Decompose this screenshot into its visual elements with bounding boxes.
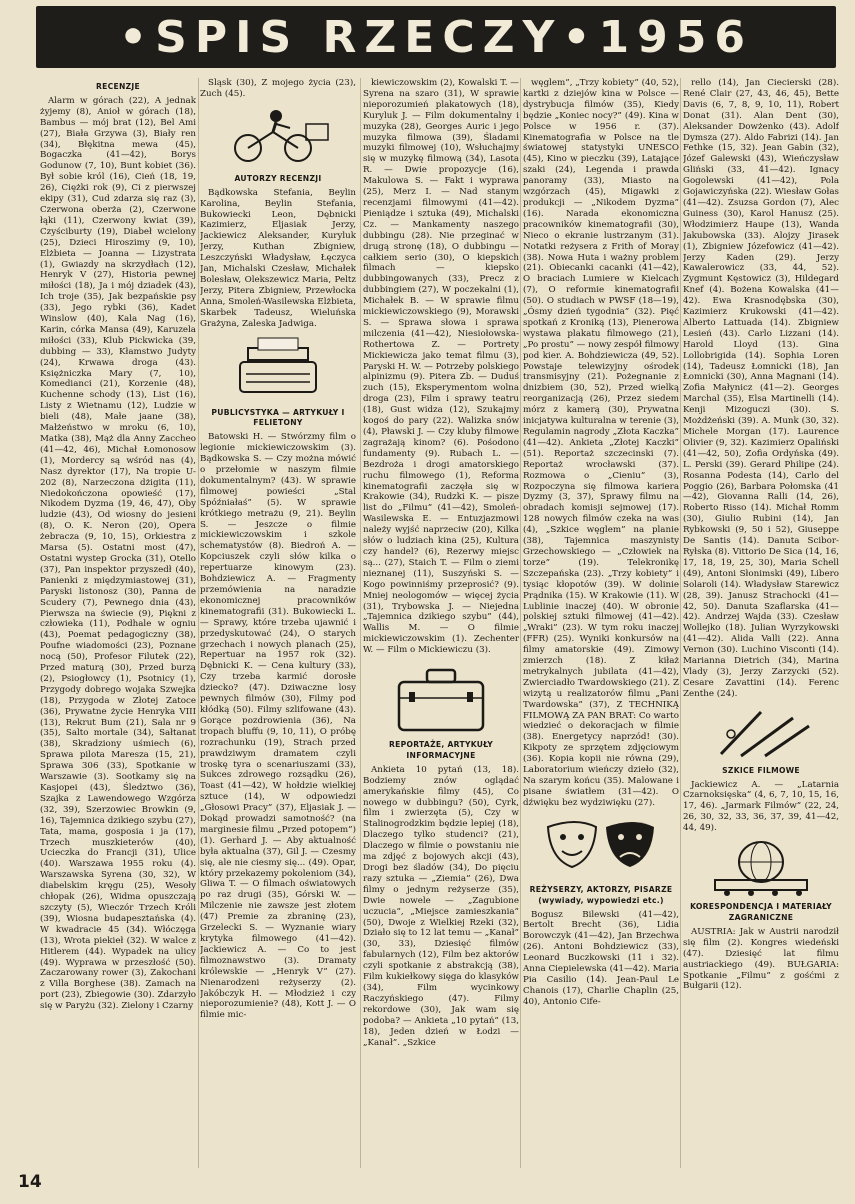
section-heading-rezyserzy: REŻYSERZY, AKTORZY, PISARZE (wywiady, wypowiedzi etc.) [529,884,673,905]
page-number: 14 [18,1172,42,1192]
reviews-list: Alarm w górach (22), A jednak żyjemy (8), Anioł w górach (18), Bambus — mój brat (12), Bel Ami (27), Biała Grzywa (3), Biały ren (34), Błękitna mewa (45), Bogaczka (41—42), Borys Godunow (7, 10), Bunt kobiet (36). Był sobie król (16), Cień (18, 19, 26), Ciężki rok (9), Ci z pierwszej ekipy (31), Cud zdarza się raz (3), Czerwona oberża (2), Czerwone łąki (11), Czerwony kwiat (39), Czyściburty (19), Diabeł wcielony (25), Dzieci Hiroszimy (9, 10), Elżbieta — Joanna — Lizystrata (1), Gwiazdy na skrzydłach (12), Henryk V (27), Historia pewnej miłości (18), Ja i mój dziadek (43), Ich troje (35), Jak bezpańskie psy (33), Jego rybki (36), Kadet Winslow (40), Kala Nag (16), Karin, córka Mansa (49), Karuzela miłości (33), Klub Pickwicka (39, dubbing — 33), Kłamstwo Judyty (24), Krwawa droga (43). Księżniczka Mary (7, 10), Komedianci (21), Korzenie (48), Kuchenne schody (13), List (16), Listy z Wietnamu (12), Ludzie w bieli (48), Małe jaane (38), Małżeństwo w mroku (6, 10), Matka (38), Mąż dla Anny Zaccheo (41—42, 46), Michał Łomonosow (1), Mordercy są wśród nas (4), Nasz dyrektor (17), Na tropie U-202 (8), Narzeczona dżigita (11), Niedokończona opowieść (17), Nikodem Dyzma (19, 46, 47), Oby ludzie (43), Od wiosny do jesieni (8), O. K. Neron (20), Opera żebracza (9, 10, 15), Orkiestra z Marsa (5). Ostatni most (47), Ostatni wystep Grocka (31), Otello (37), Pan inspektor przyszedł (40), Panienki z międzymiastowej (31), Paryski listonosz (30), Panna de Scudery (7), Pewnego dnia (43), Pierwsza na świecie (9), Piękni z człowieka (11), Podhale w ogniu (43), Poemat pedagogiczny (38), Poufne wiadomości (23), Poznane nocą (50), Profesor Filutek (22), Przed maturą (30), Przed burzą (2), Psiogłowcy (1), Psotnicy (1), Przygody dobrego wojaka Szwejka (18), Przygoda w Złotej Zatoce (36), Prywatne życie Henryka VIII (13), Rekrut Bum (21), Sala nr 9 (35), Salto mortale (34), Sałtanat (38), Skradziony uśmiech (6), Sprawa pilota Maresza (15, 21), Sprawa 306 (33), Spotkanie w Warszawie (3). Sootkamy się na Kasjopei (43), Śledztwo (36), Szajka z Lawendowego Wzgórza (32, 39), Szerzowiec Browkin (9, 16), Tajemnica dzikiego szybu (27), Tata, mama, gosposia i ja (17), Trzech muszkieterów (40), Ucieczka do Francji (31), Ulice (40). Warszawa 1955 roku (4). Warszawska Syrena (30, 32), W diabelskim kręgu (25), Wesoły chłopak (26), Widma opuszczają szczyty (5), Wieczór Trzech Króli (39), Wiosna budapesztańska (4). W kwadracie 45 (34). Włóczęga (13), Wrota piekieł (32). W walce z Hitlerem (44). Wypadek na ulicy (49). Wyprawa w przeszłość (50). Zaczarowany rower (3), Zakochani z Villa Borghese (38). Zamach na port (23), Zbiegowie (30). Zdarzyło się w Paryżu (32). Zielony i Czarny [40,95,196,1012]
people-list-continued: rello (14), Jan Ciecierski (28). René Clair (27, 43, 46, 45), Bette Davis (6, 7, 8, 9, 10, 11), Robert Donat (31). Alan Dent (30), Aleksander Dowżenko (43). Adolf Dymsza (27). Aldo Fabrizi (14). Jan Fethke (15, 32). Jean Gabin (32), Józef Galewski (43), Wieńczysław Gliński (33, 41—42). Ignacy Gogolewski (41—42), Pola Gojawiczyńska (22). Wiesław Gołas (41—42). Zsuzsa Gordon (7), Alec Guiness (30), Karol Hanusz (25). Włodzimierz Haupe (13), Wanda Jakubowska (33). Alojzy Jirasek (1), Zbigniew Józefowicz (41—42). Jerzy Kaden (29). Jerzy Kawalerowicz (33, 44, 52). Zygmunt Kęstowicz (3), Hildegard Knef (4). Bożena Kowalska (41—42). Ewa Krasnodębska (30), Kazimierz Krukowski (41—42). Alberto Lattuada (14). Zbigniew Lesień (43). Carlo Lizzani (14). Harold Lloyd (13). Gina Lollobrigida (14). Sophia Loren (14), Tadeusz Łomnicki (18), Jan Łomnicki (30), Anna Magnani (14). Zofia Małynicz (41—2). Georges Marchal (35), Elsa Martinelli (14). Kenji Mizoguczi (30). S. Możdżeński (39). A. Munk (30, 32). Michele Morgan (17). Laurence Olivier (9, 32). Kazimierz Opaliński (41—42, 50), Zofia Ordyńska (49). L. Perski (39). Gerard Philipe (24). Rosanna Podesta (14), Carlo del Poggio (26), Barbara Połomska (41—42), Giovanna Ralli (14, 26), Roberto Risso (14). Michał Romm (30), Giulio Rubini (14), Jan Rybkowski (9, 50 i 52), Giuseppe De Santis (14). Danuta Scibor-Ryłska (8). Vittorio De Sica (14, 16, 17, 18, 19, 25, 30), Maria Schell (49), Antoni Słonimski (49), Libero Solaroli (14). Władysław Starewicz (28, 39). Janusz Strachocki (41—42, 50). Danuta Szaflarska (41—42). Andrzej Wajda (33). Czesław Wollejko (18). Julian Wyrzykowski (41—42). Alida Valli (22). Anna Vernon (30). Luchino Visconti (14). Marianna Dietrich (34), Marina Vlady (3), Jerzy Zarzycki (52). Cesare Zavattini (14). Ferenc Zenthe (24). [683,78,839,699]
section-heading-szkice: SZKICE FILMOWE [722,765,800,775]
reports-list-continued: węglem”, „Trzy kobiety” (40, 52), kartki z dziejów kina w Polsce — dystrybucja filmów (35), Kiedy będzie „Koniec nocy?” (49). Kina w Polsce w 1956 r. (37). Kinematografia w Polsce na tle światowej statystyki UNESCO (45), Kino w pieczku (39), Latające szaki (24), Legenda i prawda panoramy (33), Miasto na wzgórzach (45), Migawki z produkcji — „Nikodem Dyzma” (16). Narada ekonomiczna pracowników kinematografii (30), Nieco o ekranie lustrzanym (31). Notatki reżysera z Frith of Moray (38). Nowa Huta i ważny problem (21). Obiecanki cacanki (41—42), O braciach Lumiere w Kielcach (7), O reformie kinematografii (50). O studiach w PWSF (18—19), „Ósmy dzień tygodnia” (32). Pięć spotkań z Kroniką (13), Pienerowa wystawa plakatu filmowego (21), „Po prostu” — nowy zespół filmowy pod kier. A. Bohdziewicza (49, 52). Powstaje telewizyjny ośrodek transmisyjny (21). Pożegnanie z dnizbiem (30, 52), Przed wielką reorganizacją (26), Przez siedem mórz z kamerą (30), Prywatna inicjatywa kulturalna w terenie (3), Regulamin nagrody „Złota Kaczka” (41—42). Ankieta „Złotej Kaczki” (51). Reportaż szczecinski (7). Reportaż wrocławski (37). Rozmowa o „Cieniu” (3), Rozpoczyna się filmowa kariera Dyzmy (3, 37), Sprawy filmu na obradach komisji sejmowej (17). 128 nowych filmów czeka na was (4), „Szkice węglem” na planie (38), Tajemnica maszynisty Grzechowskiego — „Człowiek na torze” (19). Telekronikę Szczepańska (23). „Trzy kobiety” i tysiąc kłopotów (39). W dolinie Prądnika (15). W Krakowie (11). W Lublinie inaczej (40). W obronie polskiej sztuki filmowej (41—42). „Wraki” (23). W tym roku inaczej (FFR) (25). Wyniki konkursów na filmy amatorskie (49). Zimowy zmierzch (18). Z kiłaż metrykalnych jubilata (41—42), Zwierciadło Twardowskiego (21). Z wizytą u realizatorów filmu „Pani Twardowska” (37), Z TECHNIKĄ FILMOWĄ ZA PAN BRAT: Co warto wiedzieć o dekoracjach w filmie (38). Energetycy naprzód! (30). Kikpoty ze sprzętem zdjęciowym (36). Kopia kopii nie równa (29), Laboratorium wieńczy dzieło (32), Na szarym końcu (35). Malowane i pisane światłem (31—42). O dźwięku bez wydziwięku (27). [523,78,679,808]
section-heading-recenzje: RECENZJE [95,82,141,91]
reviewers-list: Bądkowska Stefania, Beylin Karolina, Beylin Stefania, Bukowiecki Leon, Dębnicki Kazimierz, Eljasiak Jerzy, Jackiewicz Aleksander, Kuryluk Jerzy, Kuthan Zbigniew, Leszczyński Władysław, Łęczyca Jan, Michalski Czesław, Michałek Bolesław, Olekszewicz Maria, Peltz Jerzy, Pitera Zbigniew, Przewłocka Anna, Smoleń-Wasilewska Elżbieta, Skarbek Tadeusz, Wieluńska Grażyna, Zaleska Jadwiga. [200,187,356,329]
globe-train-illustration [701,838,821,898]
pencils-illustration [701,704,821,762]
correspondence-list: AUSTRIA: Jak w Austrii narodził się film (2). Kongres wiedeński (47). Dziesięć lat filmu austriackiego (49). BUŁGARIA: Spotkanie „Filmu” z gośćmi z Bułgarii (12). [683,926,839,992]
title-banner [36,6,836,68]
suitcase-illustration [381,660,501,736]
cyclist-illustration [218,104,338,170]
column-divider [360,78,361,1168]
page-title: •SPIS RZECZY•1956 [119,11,753,63]
section-heading-korespondencja: KORESPONDENCJA I MATERIAŁY ZAGRANICZNE [690,902,832,922]
theater-masks-illustration [536,813,666,881]
column-5 [683,78,839,1168]
section-heading-publicystyka: PUBLICYSTYKA — ARTYKUŁY I FELIETONY [211,407,345,428]
column-divider [520,78,521,1168]
column-1 [40,78,196,1168]
column-divider [198,78,199,1168]
column-2 [200,78,356,1168]
column-3 [363,78,519,1168]
articles-list: Batowski H. — Stwórzmy film o legionie mickiewiczowskim (3). Bądkowska S. — Czy można mówić o przełomie w naszym filmie dokumentalnym? (43). W sprawie filmowej powieści „Stal Spóźniałaś” (5). W sprawie krótkiego metrażu (9, 21). Beylin S. — Jeszcze o filmie mickiewiczowskim i szkole schematystów (8). Biedroń A. — Kopciuszek czyli słów kilka o repertuarze kinowym (23). Bohdziewicz A. — Fragmenty przemówienia na naradzie ekonomicznej pracowników kinematografii (31). Bukowiecki L. — Sprawy, które trzeba ujawnić i przedyskutować (24), O starych grzechach i nowych planach (25), Repertuar na 1957 rok (32). Dębnicki K. — Cena kultury (33), Czy trzeba karmić dorosłe dziecko? (47). Dziwaczne losy pewnych filmów (30), Filmy pod kłódką (50). Filmy szlifowane (43). Gorące pozdrowienia (36), Na tropach bluffu (9, 10, 11), O próbę rozrachunku (19), Strach przed prawdziwym dramatem czyli troskę tyra o scenariuszami (33), Sukces zdrowego rozsądku (26), Toast (41—42), W hołdzie wielkiej sztuce (14), W odpowiedzi „Głosowi Pracy” (37), Eljasiak J. — Dokąd prowadzi samotność? (na marginesie filmu „Przed potopem”) (1). Gerhard J. — Aby aktualność była aktualna (37), Gil J. — Czesmy się, ale nie ciesmy się... (49). Opar, który przekazemy pokoleniom (34), Gliwa T. — O filmach oświatowych po raz drugi (35), Górski W. — Milczenie nie zawsze jest złotem (47) Premie za zbraninę (23), Grzelecki S. — Wyznanie wiary krytyka filmowego (41—42). Jackiewicz A. — Co to jest filmoznawstwo (3). Dramaty królewskie — „Henryk V” (27). Nienarodzeni reżyserzy (2). Jakóbczyk H. — Młodzież i czy nieporozumienie? (48), Kott J. — O filmie mic- [200,432,356,1021]
sketches-list: Jackiewicz A. — „Latarnia Czarnoksięska” (4, 6, 7, 10, 15, 16, 17, 46). „Jarmark Filmów” (22, 24, 26, 30, 32, 33, 36, 37, 39, 41—42, 44, 49). [683,779,839,834]
articles-list-continued: kiewiczowskim (2), Kowalski T. — Syrena na szaro (31), W sprawie nieporozumień plakatowych (18), Kuryluk J. — Film dokumentalny i muzyka (28), Georges Auric i jego muzyka filmowa (39), Śladami muzyki filmowej (10), Wsłuchajmy się w muzykę filmową (34), Lasota R. — Dwie propozycje (16), Makulowa S. — Fakt i wyprawa (25), Merz I. — Nad stanym recenzjami filmowymi (41—42). Pieniądze i sztuka (49), Michalski Cz. — Mankamenty naszego dubbingu (28). Nie przeginać w drugą stronę (18), O dubbingu — całkiem serio (30), O kiepskich filmach — kiepsko dubbingowanych (33), Precz z dubbingiem (27), W poczekalni (1), Michałek B. — W sprawie filmu mickiewiczowskiego (9), Morawski S. — Sprawa słowa i sprawa milczenia (41—42), Niesiołowska-Rothertowa Z. — Portrety Mickiewicza jako temat filmu (3), Paryski H. W. — Potrzeby polskiego alpinizmu (9). Pitera Zb. — Duduś zuch (15), Eksperymentom wolna droga (23), Film i sprawy teatru (18), Gust widza (12), Szukajmy kogoś do pary (22). Walizka snów (4), Pławski J. — Czy kluby filmowe zagrażają kinom? (6). Pośodono fundamenty (9). Rubach L. — Bezdroża i drogi amatorskiego ruchu filmowego (1), Reforma kinematografii zaczęła się w Krakowie (34), Rudzki K. — pisze list do „Filmu” (41—42), Smoleń-Wasilewska E. — Entuzjazmowi należy wyjść naprzeciw (20), Kilka słów o ludziach kina (25), Kultura czy handel? (6), Rezerwy miejsc są... (27), Staich T. — Film o ziemi nieznanej (11), Suszyński S. — Kogo powinniśmy przeprosić? (9). Mniej neologomów — więcej życia (31), Trybowska J. — Niejedna „Tajemnica dzikiego szybu” (44), Wallis M. — O filmie mickiewiczowskim (1). Zechenter W. — Film o Mickiewiczu (3). [363,78,519,656]
reviews-list-continued: Śląsk (30), Z mojego życia (23), Zuch (45). [200,78,356,99]
section-heading-reportaze: REPORTAŻE, ARTYKUŁY INFORMACYJNE [388,740,494,760]
people-list: Bogusz Bilewski (41—42), Bertolt Brecht (36), Lidia Borowczyk (41—42), Jan Brzechwa (26). Antoni Bohdziewicz (33), Leonard Buczkowski (11 i 32). Anna Ciepielewska (41—42). Maria Pia Casilio (14). Jean-Paul Le Chanois (17), Charlie Chaplin (25, 40), Antonio Cife- [523,909,679,1007]
typewriter-illustration [218,334,338,404]
reports-list: Ankieta 10 pytań (13, 18). Bodziemy znów oglądać amerykańskie filmy (45), Co nowego w dubbingu? (50), Cyrk, film i zwierzęta (5), Czy w Stalinogrodzkim będzie lepiej (18), Dlaczego tylko studenci? (21), Dlaczego w filmie o powstaniu nie ma zdjęć z bojowych akcji (43), Drogi bez śladów (34), Do pięciu razy sztuka — „Ziemia” (26), Dwa filmy o jednym reżyserze (35), Dwie nowele — „Zagubione uczucia”, „Miejsce zamieszkania” (50), Dwoje z Wielkiej Rzeki (32), Działo się to 12 lat temu — „Kanał” (30, 33), Dziesięć filmów fabularnych (12), Film bez aktorów czyli spotkanie z abstrakcją (38), Film kukiełkowy sięga do klasyków (34), Film wycinkowy Raczyńskiego (47). Filmy rekordowe (30), Jak wam się podoba? — Ankieta „10 pytań” (13, 18), Jeden dzień w Łodzi — „Kanał”. „Szkice [363,764,519,1048]
column-4 [523,78,679,1168]
column-divider [680,78,681,1168]
section-heading-autorzy: AUTORZY RECENZJI [234,173,322,183]
